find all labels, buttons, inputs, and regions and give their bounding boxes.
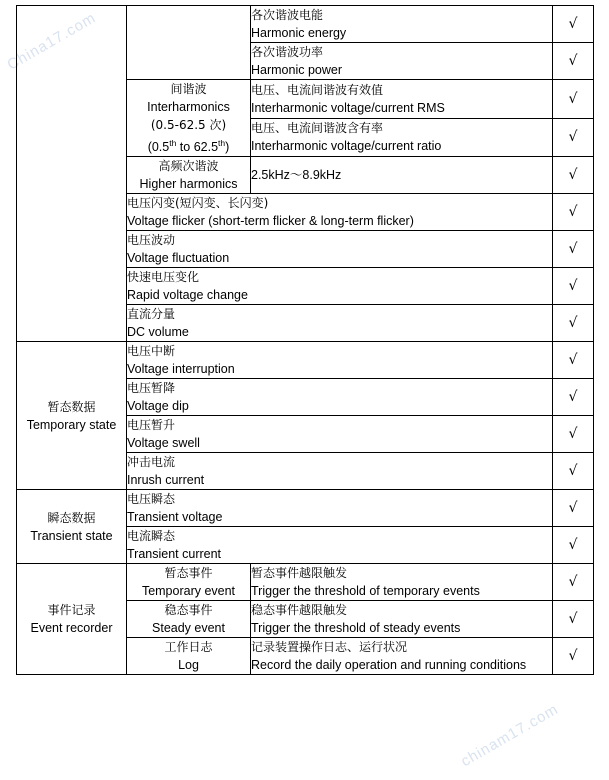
check-cell: √ <box>553 490 594 527</box>
desc-cn: 电流瞬态 <box>127 529 176 544</box>
desc-cn: 快速电压变化 <box>127 270 200 285</box>
check-cell: √ <box>553 527 594 564</box>
check-cell: √ <box>553 6 594 43</box>
description-cell <box>127 527 553 564</box>
check-cell: √ <box>553 268 594 305</box>
check-cell: √ <box>553 601 594 638</box>
description-cell <box>127 305 553 342</box>
category-cn: 暂态数据 <box>47 399 96 414</box>
desc-en: Interharmonic voltage/current ratio <box>251 139 442 154</box>
description-cell <box>127 490 553 527</box>
desc-en: Voltage fluctuation <box>127 251 230 266</box>
subcategory-en: Temporary event <box>141 584 236 599</box>
desc-en: Voltage swell <box>127 436 200 451</box>
subcategory-cell-higher-harmonics <box>127 157 251 194</box>
desc-cn: 各次谐波电能 <box>251 8 324 22</box>
desc-en: Transient voltage <box>127 510 223 525</box>
subcategory-note-en: (0.5th to 62.5th) <box>147 138 230 155</box>
desc-cn: 电压中断 <box>127 344 176 359</box>
subcategory-cn: 稳态事件 <box>164 603 213 618</box>
category-cn: 瞬态数据 <box>47 510 96 525</box>
desc-en: Voltage flicker (short-term flicker & long-term flicker) <box>127 214 414 229</box>
description-cell <box>251 6 553 43</box>
check-cell: √ <box>553 194 594 231</box>
subcategory-note-cn: (0.5-62.5 次) <box>150 118 227 132</box>
desc-en: Harmonic energy <box>251 26 347 40</box>
desc-cn: 记录装置操作日志、运行状况 <box>251 640 408 655</box>
description-cell <box>251 80 553 119</box>
subcategory-en: Higher harmonics <box>139 177 238 192</box>
desc-cn: 各次谐波功率 <box>251 45 324 59</box>
subcategory-en: Log <box>178 658 199 673</box>
subcategory-cell-steady-event <box>127 601 251 638</box>
desc-en: Voltage interruption <box>127 362 235 377</box>
description-cell <box>251 118 553 157</box>
category-cell-stationary <box>17 6 127 342</box>
subcategory-cn: 工作日志 <box>164 640 213 655</box>
description-cell <box>127 453 553 490</box>
description-cell <box>251 601 553 638</box>
desc-cn: 电压、电流间谐波含有率 <box>251 121 384 136</box>
check-cell: √ <box>553 379 594 416</box>
subcategory-en: Interharmonics <box>147 100 230 114</box>
description-cell <box>127 416 553 453</box>
description-cell <box>127 342 553 379</box>
desc-en: Inrush current <box>127 473 205 488</box>
desc-en: DC volume <box>127 325 189 340</box>
desc-cn: 暂态事件越限触发 <box>251 566 348 581</box>
desc-cn: 电压瞬态 <box>127 492 176 507</box>
category-en: Event recorder <box>30 621 113 636</box>
category-cell-event-recorder <box>17 564 127 675</box>
specification-table <box>16 5 594 675</box>
desc-en: Rapid voltage change <box>127 288 248 303</box>
subcategory-cell-harmonic <box>127 6 251 80</box>
description-cell <box>251 43 553 80</box>
desc-cn: 电压暂升 <box>127 418 176 433</box>
description-cell <box>127 268 553 305</box>
subcategory-cell-log <box>127 638 251 675</box>
watermark-left: China17.com <box>4 9 99 74</box>
category-cell-temporary-state <box>17 342 127 490</box>
check-cell: √ <box>553 80 594 119</box>
desc-en: 2.5kHz～8.9kHz <box>251 168 342 183</box>
category-en: Temporary state <box>26 417 117 432</box>
table-row <box>17 564 594 601</box>
category-cn: 事件记录 <box>47 603 96 618</box>
description-cell <box>251 157 553 194</box>
check-cell: √ <box>553 416 594 453</box>
category-en: Transient state <box>30 528 113 543</box>
desc-cn: 直流分量 <box>127 307 176 322</box>
desc-en: Record the daily operation and running conditions <box>251 658 527 673</box>
desc-cn: 电压、电流间谐波有效值 <box>251 82 384 97</box>
desc-en: Harmonic power <box>251 63 343 77</box>
subcategory-en: Steady event <box>152 621 225 636</box>
table-row <box>17 490 594 527</box>
description-cell <box>127 379 553 416</box>
desc-cn: 电压暂降 <box>127 381 176 396</box>
desc-en: Trigger the threshold of temporary events <box>251 584 480 599</box>
check-cell: √ <box>553 157 594 194</box>
check-cell: √ <box>553 231 594 268</box>
desc-en: Interharmonic voltage/current RMS <box>251 100 445 115</box>
subcategory-cn: 间谐波 <box>170 82 207 96</box>
description-cell <box>251 638 553 675</box>
desc-en: Transient current <box>127 547 222 562</box>
check-cell: √ <box>553 564 594 601</box>
desc-cn: 冲击电流 <box>127 455 176 470</box>
check-cell: √ <box>553 118 594 157</box>
check-cell: √ <box>553 638 594 675</box>
check-cell: √ <box>553 342 594 379</box>
desc-en: Trigger the threshold of steady events <box>251 621 461 636</box>
subcategory-cn: 高频次谐波 <box>158 159 219 174</box>
desc-en: Voltage dip <box>127 399 189 414</box>
subcategory-cell-interharmonics <box>127 80 251 157</box>
category-cell-transient-state <box>17 490 127 564</box>
check-cell: √ <box>553 43 594 80</box>
subcategory-cn: 暂态事件 <box>164 566 213 581</box>
check-cell: √ <box>553 453 594 490</box>
description-cell <box>127 194 553 231</box>
desc-cn: 电压波动 <box>127 233 176 248</box>
description-cell <box>251 564 553 601</box>
desc-cn: 电压闪变(短闪变、长闪变) <box>127 196 269 211</box>
description-cell <box>127 231 553 268</box>
subcategory-cell-temporary-event <box>127 564 251 601</box>
desc-cn: 稳态事件越限触发 <box>251 603 348 618</box>
check-cell: √ <box>553 305 594 342</box>
table-row <box>17 342 594 379</box>
table-row <box>17 6 594 43</box>
watermark-right: chinam17.com <box>458 700 562 771</box>
